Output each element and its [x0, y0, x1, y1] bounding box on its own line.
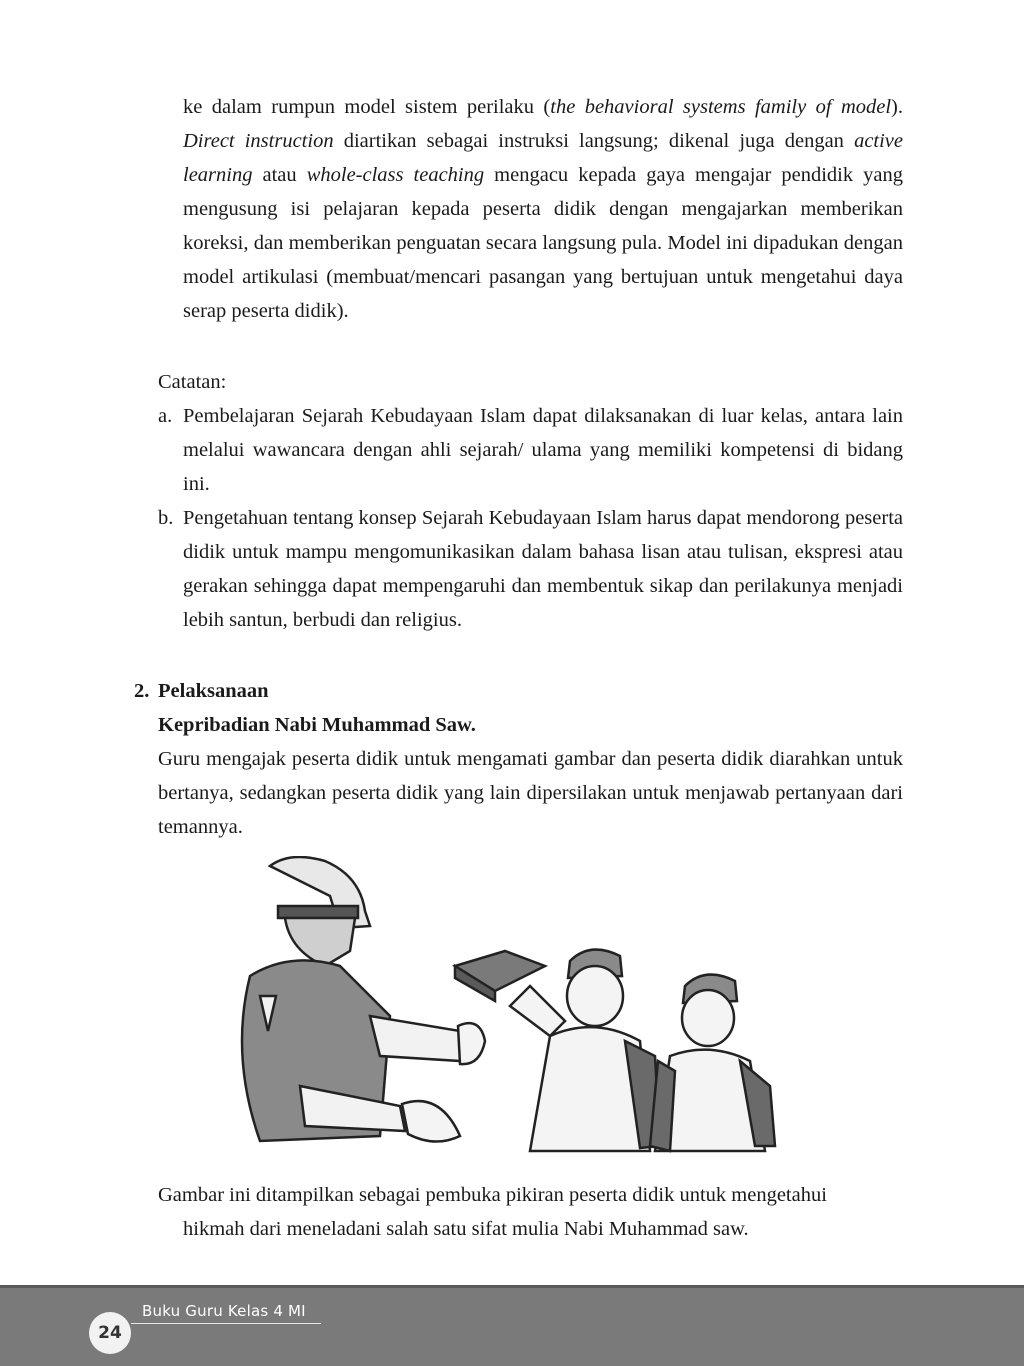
image-caption [158, 1178, 903, 1246]
list-item-text: Pembelajaran Sejarah Kebudayaan Islam dapat dilaksanakan di luar kelas, antara lain melalui wawancara dengan ahli sejarah/ ulama yang memiliki kompetensi di bidang ini. [183, 405, 903, 495]
notes-title: Catatan: [158, 371, 227, 393]
list-marker: b. [158, 507, 174, 529]
book-title: Buku Guru Kelas 4 MI [142, 1302, 306, 1320]
list-item [158, 501, 903, 637]
section-title: Pelaksanaan [158, 680, 269, 702]
book-title-underline [131, 1323, 321, 1324]
student-figure [650, 975, 775, 1151]
page-number: 24 [89, 1312, 131, 1354]
section-subtitle: Kepribadian Nabi Muhammad Saw. [158, 714, 476, 736]
illustration-police-and-students [230, 856, 790, 1156]
list-marker: a. [158, 405, 173, 427]
student-figure [510, 950, 660, 1151]
list-item-text: Pengetahuan tentang konsep Sejarah Kebudayaan Islam harus dapat mendorong peserta didik untuk mampu mengomunikasikan dalam bahasa lisan atau tulisan, ekspresi atau gerakan sehingga dapat mempengaruhi dan membentuk sikap dan perilakunya menjadi lebih santun, berbudi dan religius. [183, 507, 903, 631]
footer-divider [0, 1285, 1024, 1288]
page-footer [0, 1285, 1024, 1366]
section-body: Guru mengajak peserta didik untuk mengamati gambar dan peserta didik diarahkan untuk bertanya, sedangkan peserta didik yang lain dipersilakan untuk menjawab pertanyaan dari temannya. [158, 748, 903, 838]
police-officer-figure [242, 857, 485, 1142]
intro-paragraph: ke dalam rumpun model sistem perilaku (the behavioral systems family of model). Direct instruction diartikan sebagai instruksi langsung; dikenal juga dengan active learning atau whole-class teaching mengacu kepada gaya mengajar pendidik yang mengusung isi pelajaran kepada peserta didik dengan mengajarkan memberikan koreksi, dan memberikan penguatan secara langsung pula. Model ini dipadukan dengan model artikulasi (membuat/mencari pasangan yang bertujuan untuk mengetahui daya serap peserta didik). [183, 96, 904, 322]
notes-list [158, 399, 903, 637]
section-heading [134, 674, 269, 708]
caption-line-2: hikmah dari meneladani salah satu sifat mulia Nabi Muhammad saw. [183, 1218, 749, 1240]
section-number: 2. [134, 680, 150, 702]
list-item [158, 399, 903, 501]
caption-line-1: Gambar ini ditampilkan sebagai pembuka pikiran peserta didik untuk mengetahui [158, 1184, 827, 1206]
